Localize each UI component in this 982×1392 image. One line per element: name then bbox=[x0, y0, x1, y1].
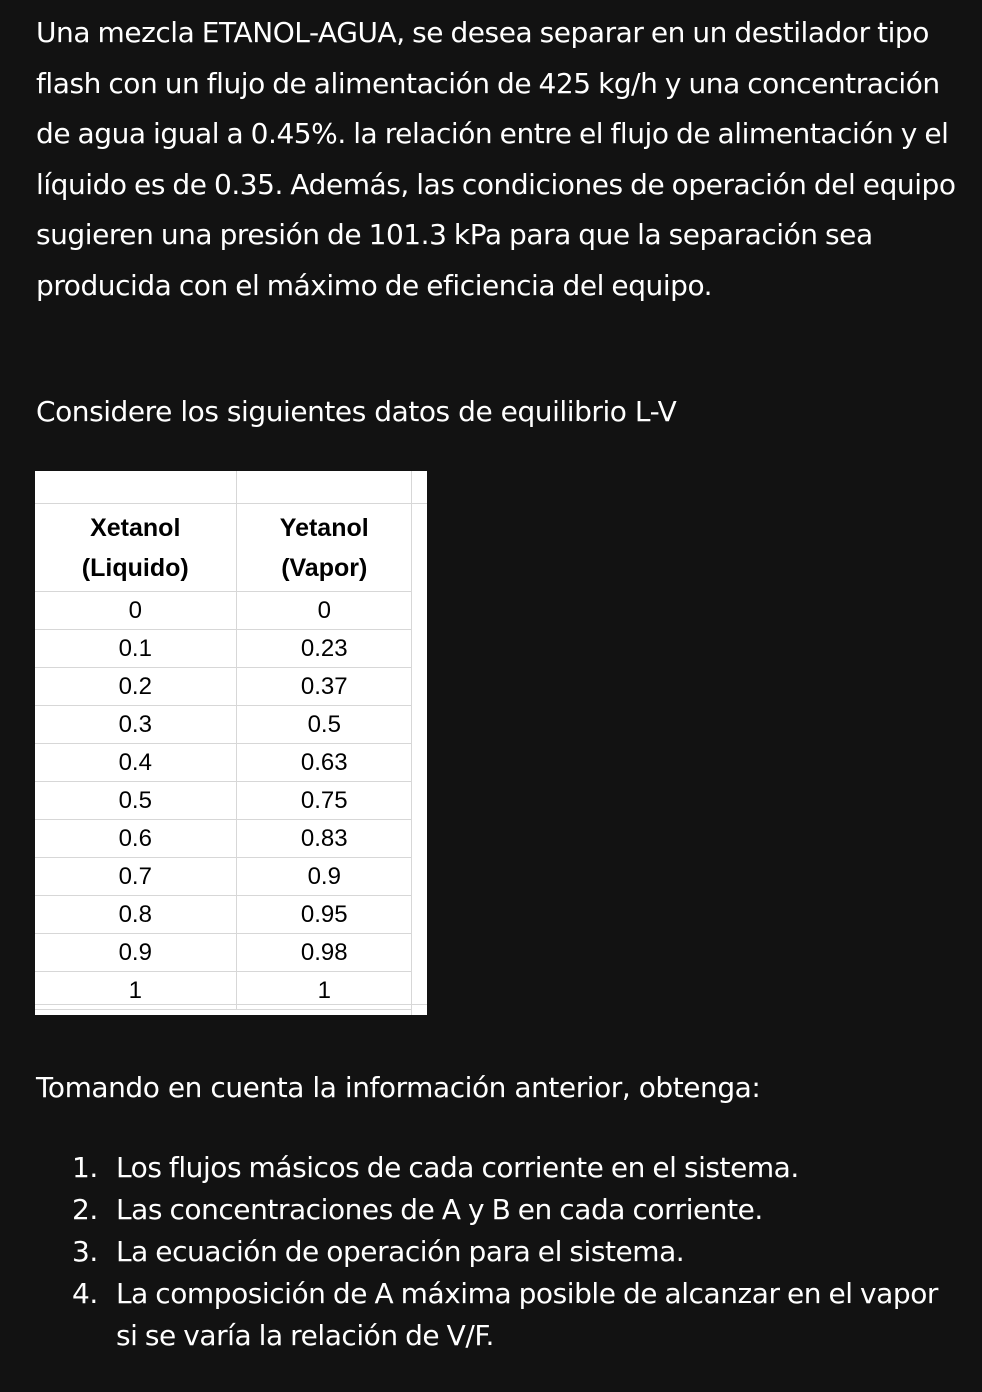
table-top-gutter bbox=[35, 471, 427, 504]
task-text: Los flujos másicos de cada corriente en el sistema. bbox=[116, 1151, 799, 1184]
list-item bbox=[72, 1189, 952, 1231]
table-row bbox=[35, 896, 412, 934]
cell-x: 0.9 bbox=[35, 934, 236, 972]
list-item bbox=[72, 1273, 952, 1357]
cell-x: 0.4 bbox=[35, 744, 236, 782]
table-row bbox=[35, 630, 412, 668]
cell-y: 0.83 bbox=[236, 820, 412, 858]
table-row bbox=[35, 744, 412, 782]
cell-x: 0.7 bbox=[35, 858, 236, 896]
cell-y: 0.63 bbox=[236, 744, 412, 782]
task-number: 1. bbox=[72, 1151, 98, 1184]
header-line: (Liquido) bbox=[81, 553, 189, 582]
tasks-intro: Tomando en cuenta la información anterior, obtenga: bbox=[36, 1071, 761, 1104]
table-row bbox=[35, 668, 412, 706]
cell-x: 0.2 bbox=[35, 668, 236, 706]
task-text: La ecuación de operación para el sistema. bbox=[116, 1235, 685, 1268]
task-number: 3. bbox=[72, 1235, 98, 1268]
cell-y: 0.5 bbox=[236, 706, 412, 744]
cell-y: 0.23 bbox=[236, 630, 412, 668]
table-intro: Considere los siguientes datos de equilibrio L-V bbox=[36, 395, 677, 428]
header-line: Yetanol bbox=[279, 513, 369, 542]
task-text: Las concentraciones de A y B en cada corriente. bbox=[116, 1193, 763, 1226]
cell-y: 0.75 bbox=[236, 782, 412, 820]
cell-x: 0.8 bbox=[35, 896, 236, 934]
table-row bbox=[35, 820, 412, 858]
cell-x: 0.5 bbox=[35, 782, 236, 820]
cell-x: 1 bbox=[35, 972, 236, 1010]
problem-statement: Una mezcla ETANOL-AGUA, se desea separar en un destilador tipo flash con un flujo de alimentación de 425 kg/h y una concentración de agua igual a 0.45%. la relación entre el flujo de alimentación y el líquido es de 0.35. Además, las condiciones de operación del equipo sugieren una presión de 101.3 kPa para que la separación sea producida con el máximo de eficiencia del equipo. bbox=[36, 16, 956, 302]
cell-x: 0.3 bbox=[35, 706, 236, 744]
cell-y: 0.9 bbox=[236, 858, 412, 896]
task-number: 2. bbox=[72, 1193, 98, 1226]
equilibrium-table bbox=[35, 504, 412, 1010]
cell-y: 0.98 bbox=[236, 934, 412, 972]
table-header-row bbox=[35, 504, 412, 592]
gutter-column-separator bbox=[236, 471, 237, 504]
cell-x: 0 bbox=[35, 592, 236, 630]
table-row bbox=[35, 934, 412, 972]
cell-x: 0.1 bbox=[35, 630, 236, 668]
list-item bbox=[72, 1147, 952, 1189]
cell-y: 1 bbox=[236, 972, 412, 1010]
cell-x: 0.6 bbox=[35, 820, 236, 858]
cell-y: 0 bbox=[236, 592, 412, 630]
task-text: La composición de A máxima posible de alcanzar en el vapor si se varía la relación de V/F. bbox=[116, 1277, 938, 1352]
table-row bbox=[35, 782, 412, 820]
header-y-ethanol bbox=[236, 504, 412, 592]
table-row bbox=[35, 972, 412, 1010]
cell-y: 0.95 bbox=[236, 896, 412, 934]
table-row bbox=[35, 858, 412, 896]
header-line: Xetanol bbox=[90, 513, 181, 542]
table-row bbox=[35, 592, 412, 630]
table-row bbox=[35, 706, 412, 744]
task-list bbox=[72, 1147, 952, 1357]
header-line: (Vapor) bbox=[281, 553, 368, 582]
cell-y: 0.37 bbox=[236, 668, 412, 706]
task-number: 4. bbox=[72, 1277, 98, 1310]
header-x-ethanol bbox=[35, 504, 236, 592]
list-item bbox=[72, 1231, 952, 1273]
equilibrium-table-image bbox=[35, 471, 427, 1015]
